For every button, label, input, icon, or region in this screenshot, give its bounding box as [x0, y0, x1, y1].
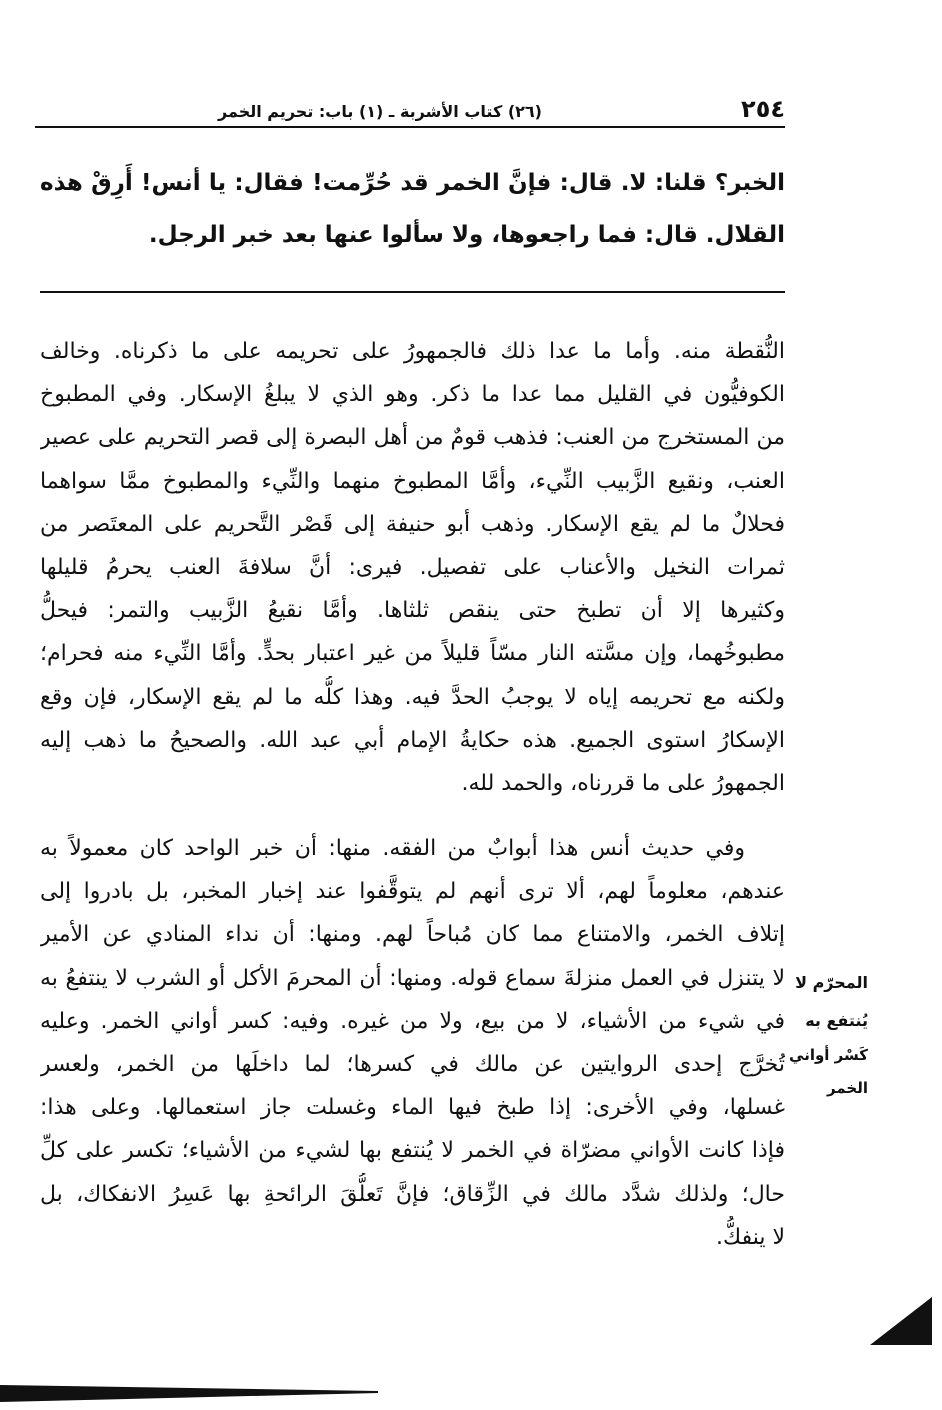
- commentary-line: وكثيرها إلا أن تطبخ حتى ينقص ثلثاها. وأمَّا نقيعُ الزَّبيب والتمر: فيحلُّ: [40, 598, 785, 624]
- commentary-line: الجمهورُ على ما قررناه، والحمد لله.: [461, 770, 785, 796]
- commentary-line: فإذا كانت الأواني مضرّاة في الخمر لا يُنتفع بها لشيء من الأشياء؛ تكسر على كلِّ: [40, 1138, 785, 1164]
- running-title-text: (٢٦) كتاب الأشربة ـ (١) باب: تحريم الخمر: [218, 102, 542, 121]
- commentary-line: فحلالٌ ما لم يقع الإسكار. وذهب أبو حنيفة إلى قَصْر التَّحريم على المعتَصر من: [40, 511, 785, 537]
- commentary-line: ثمرات النخيل والأعناب على تفصيل. فيرى: أنَّ سلافةَ العنب يحرمُ قليلها: [40, 554, 785, 580]
- margin-note: [788, 964, 868, 1040]
- header-rule: [35, 126, 785, 128]
- commentary-line: لا يتنزل في العمل منزلةَ سماع قوله. ومنها: أن المحرمَ الأكل أو الشرب لا ينتفعُ به: [40, 965, 785, 991]
- commentary-line: تُخرَّج إحدى الروايتين عن مالك في كسرها؛ لما داخلَها من الخمر، ولعسر: [40, 1051, 785, 1077]
- commentary-line: من المستخرج من العنب: فذهب قومٌ من أهل البصرة إلى قصر التحريم على عصير: [40, 425, 785, 451]
- scan-corner-artifact: [868, 1295, 934, 1347]
- commentary-line: ولكنه مع تحريمه إياه لا يوجبُ الحدَّ فيه. وهذا كلُّه ما لم يقع الإسكار، فإن وقع: [40, 684, 785, 710]
- hadith-line: الخبر؟ قلنا: لا. قال: فإنَّ الخمر قد حُرِّمت! فقال: يا أنس! أَرِقْ هذه: [40, 170, 785, 196]
- commentary-line: مطبوخُهما، وإن مسَّته النار مسّاً قليلاً من غير اعتبار بحدٍّ. وأمَّا النِّيء منه فحرام؛: [40, 641, 785, 667]
- section-separator: [40, 291, 785, 293]
- commentary-line: العنب، ونقيع الزَّبيب النِّيء، وأمَّا المطبوخ منهما والنِّيء والمطبوخ ممَّا سواهما: [40, 468, 785, 494]
- commentary-line: الإسكارُ استوى الجميع. هذه حكايةُ الإمام أبي عبد الله. والصحيحُ ما ذهب إليه: [40, 727, 785, 753]
- margin-note-line: الخمر: [827, 1079, 868, 1097]
- commentary-line: وفي حديث أنس هذا أبوابٌ من الفقه. منها: أن خبر الواحد كان معمولاً به: [40, 836, 745, 861]
- commentary-line: في شيء من الأشياء، لا من بيع، ولا من غيره. وفيه: كسر أواني الخمر. وعليه: [40, 1008, 785, 1034]
- commentary-line: النُّقطة منه. وأما ما عدا ذلك فالجمهورُ على تحريمه على ما ذكرناه. وخالف: [40, 339, 785, 364]
- commentary-line: الكوفيُّون في القليل مما عدا ما ذكر. وهو الذي لا يبلغُ الإسكار. وفي المطبوخ: [40, 382, 785, 408]
- commentary-line: إتلاف الخمر، والامتناع مما كان مُباحاً لهم. ومنها: أن نداء المنادي عن الأمير: [40, 922, 785, 948]
- commentary-line: لا ينفكُّ.: [716, 1224, 785, 1250]
- margin-note-line: المحرّم لا: [795, 973, 868, 992]
- margin-note: [788, 1039, 868, 1105]
- commentary-line: غسلها، وفي الأخرى: إذا طبخ فيها الماء وغسلت جاز استعمالها. وعلى هذا:: [40, 1095, 785, 1121]
- page-number: ٢٥٤: [741, 95, 785, 123]
- commentary-paragraph: [40, 827, 785, 1259]
- margin-note-line: يُنتفع به: [805, 1011, 868, 1030]
- hadith-line: القلال. قال: فما راجعوها، ولا سألوا عنها بعد خبر الرجل.: [148, 222, 785, 248]
- hadith-text: [40, 157, 785, 261]
- margin-note-line: كَسْر أواني: [789, 1046, 868, 1064]
- commentary-line: عندهم، معلوماً لهم، ألا ترى أنهم لم يتوقَّفوا عند إخبار المخبر، بل بادروا إلى: [40, 879, 785, 905]
- commentary-paragraph: [40, 330, 785, 805]
- scan-edge-artifact: [0, 1380, 380, 1406]
- running-title: [200, 97, 560, 127]
- commentary-line: حال؛ ولذلك شدَّد مالك في الزِّقاق؛ فإنَّ تَعلُّقَ الرائحةِ بها عَسِرُ الانفكاك، بل: [40, 1181, 785, 1207]
